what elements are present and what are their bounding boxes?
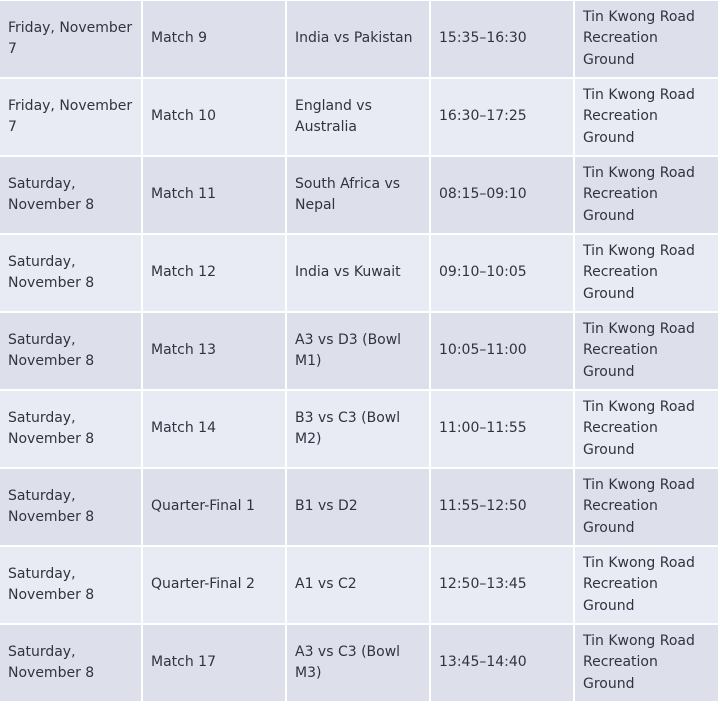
table-row	[0, 1, 718, 79]
match-schedule-table	[0, 1, 718, 703]
table-row	[0, 79, 718, 157]
time-cell: 15:35–16:30	[431, 1, 575, 79]
match-cell: Quarter-Final 1	[143, 469, 287, 547]
date-cell: Saturday, November 8	[0, 313, 143, 391]
venue-cell: Tin Kwong Road Recreation Ground	[575, 1, 718, 79]
date-cell: Saturday, November 8	[0, 625, 143, 703]
table-row	[0, 625, 718, 703]
match-cell: Match 13	[143, 313, 287, 391]
match-cell: Match 12	[143, 235, 287, 313]
table-row	[0, 469, 718, 547]
teams-cell: A3 vs C3 (Bowl M3)	[287, 625, 431, 703]
venue-cell: Tin Kwong Road Recreation Ground	[575, 391, 718, 469]
date-cell: Saturday, November 8	[0, 235, 143, 313]
teams-cell: A1 vs C2	[287, 547, 431, 625]
table-row	[0, 313, 718, 391]
table-row	[0, 547, 718, 625]
venue-cell: Tin Kwong Road Recreation Ground	[575, 157, 718, 235]
venue-cell: Tin Kwong Road Recreation Ground	[575, 313, 718, 391]
date-cell: Saturday, November 8	[0, 547, 143, 625]
time-cell: 12:50–13:45	[431, 547, 575, 625]
teams-cell: England vs Australia	[287, 79, 431, 157]
time-cell: 10:05–11:00	[431, 313, 575, 391]
time-cell: 11:00–11:55	[431, 391, 575, 469]
time-cell: 11:55–12:50	[431, 469, 575, 547]
match-cell: Match 17	[143, 625, 287, 703]
teams-cell: India vs Kuwait	[287, 235, 431, 313]
match-cell: Match 10	[143, 79, 287, 157]
teams-cell: South Africa vs Nepal	[287, 157, 431, 235]
match-cell: Match 11	[143, 157, 287, 235]
teams-cell: India vs Pakistan	[287, 1, 431, 79]
teams-cell: B3 vs C3 (Bowl M2)	[287, 391, 431, 469]
date-cell: Saturday, November 8	[0, 157, 143, 235]
table-row	[0, 157, 718, 235]
venue-cell: Tin Kwong Road Recreation Ground	[575, 235, 718, 313]
venue-cell: Tin Kwong Road Recreation Ground	[575, 79, 718, 157]
venue-cell: Tin Kwong Road Recreation Ground	[575, 625, 718, 703]
match-cell: Quarter-Final 2	[143, 547, 287, 625]
match-cell: Match 14	[143, 391, 287, 469]
time-cell: 09:10–10:05	[431, 235, 575, 313]
date-cell: Friday, November 7	[0, 1, 143, 79]
table-row	[0, 391, 718, 469]
venue-cell: Tin Kwong Road Recreation Ground	[575, 469, 718, 547]
date-cell: Friday, November 7	[0, 79, 143, 157]
venue-cell: Tin Kwong Road Recreation Ground	[575, 547, 718, 625]
date-cell: Saturday, November 8	[0, 469, 143, 547]
table-row	[0, 235, 718, 313]
schedule-body	[0, 1, 718, 703]
teams-cell: A3 vs D3 (Bowl M1)	[287, 313, 431, 391]
teams-cell: B1 vs D2	[287, 469, 431, 547]
time-cell: 16:30–17:25	[431, 79, 575, 157]
date-cell: Saturday, November 8	[0, 391, 143, 469]
time-cell: 08:15–09:10	[431, 157, 575, 235]
match-cell: Match 9	[143, 1, 287, 79]
time-cell: 13:45–14:40	[431, 625, 575, 703]
